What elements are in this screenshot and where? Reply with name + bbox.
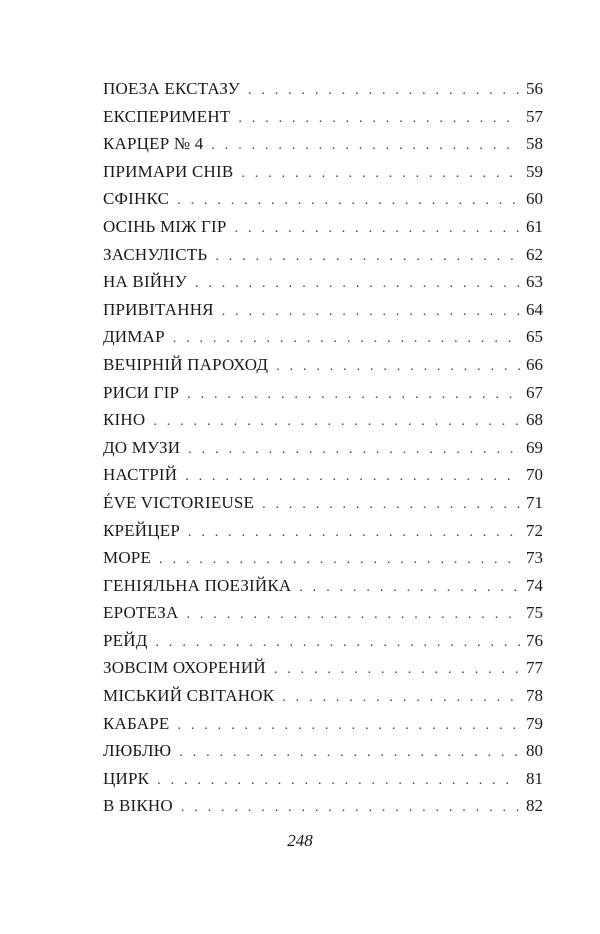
toc-entry-page: 65 (526, 327, 543, 347)
toc-entry-title: ЗАСНУЛІСТЬ (103, 244, 208, 264)
toc-entry (103, 241, 543, 269)
dot-leader (177, 712, 520, 740)
table-of-contents (103, 75, 543, 820)
toc-entry (103, 599, 543, 627)
toc-entry-page: 60 (526, 189, 543, 209)
dot-leader (181, 794, 520, 822)
dot-leader (156, 629, 520, 657)
dot-leader (211, 132, 520, 160)
dot-leader (188, 519, 520, 547)
dot-leader (235, 215, 520, 243)
toc-entry-page: 58 (526, 134, 543, 154)
toc-entry-page: 68 (526, 410, 543, 430)
toc-entry-title: КАРЦЕР № 4 (103, 134, 204, 154)
toc-entry-title: СФІНКС (103, 189, 170, 209)
toc-entry (103, 765, 543, 793)
toc-entry-title: В ВІКНО (103, 796, 173, 816)
toc-entry-page: 56 (526, 79, 543, 98)
toc-entry (103, 75, 543, 103)
toc-entry-title: РЕЙД (103, 630, 148, 650)
toc-entry-page: 62 (526, 244, 543, 264)
dot-leader (187, 381, 520, 409)
toc-entry (103, 461, 543, 489)
toc-entry (103, 737, 543, 765)
toc-entry-page: 66 (526, 354, 543, 374)
toc-entry-page: 70 (526, 465, 543, 485)
dot-leader (195, 270, 520, 298)
dot-leader (159, 546, 520, 574)
dot-leader (187, 601, 521, 629)
toc-entry-title: ПОЕЗА ЕКСТАЗУ (103, 79, 240, 98)
toc-entry-page: 64 (526, 299, 543, 319)
toc-entry (103, 654, 543, 682)
toc-entry-title: ЕРОТЕЗА (103, 603, 179, 623)
toc-entry-page: 75 (526, 603, 543, 623)
toc-entry-page: 63 (526, 272, 543, 292)
toc-entry (103, 627, 543, 655)
page-number: 248 (287, 831, 313, 850)
toc-entry (103, 296, 543, 324)
toc-entry-page: 77 (526, 658, 543, 678)
dot-leader (215, 243, 520, 271)
toc-entry-title: ДО МУЗИ (103, 437, 181, 457)
dot-leader (185, 463, 520, 491)
toc-entry (103, 544, 543, 572)
dot-leader (188, 436, 520, 464)
toc-entry-page: 78 (526, 686, 543, 706)
toc-entry-page: 81 (526, 768, 543, 788)
toc-entry-page: 80 (526, 741, 543, 761)
dot-leader (179, 739, 520, 767)
toc-entry (103, 682, 543, 710)
dot-leader (153, 408, 520, 436)
toc-entry-page: 82 (526, 796, 543, 816)
toc-entry-title: ГЕНІЯЛЬНА ПОЕЗІЙКА (103, 575, 292, 595)
toc-entry-title: ЕКСПЕРИМЕНТ (103, 106, 231, 126)
toc-entry (103, 268, 543, 296)
dot-leader (157, 767, 520, 795)
toc-entry-page: 69 (526, 437, 543, 457)
toc-entry (103, 351, 543, 379)
toc-entry (103, 379, 543, 407)
toc-entry-title: МІСЬКИЙ СВІТАНОК (103, 686, 275, 706)
toc-entry-title: ПРИВІТАННЯ (103, 299, 214, 319)
toc-entry-title: ЗОВСІМ ОХОРЕНИЙ (103, 658, 266, 678)
toc-entry-page: 59 (526, 161, 543, 181)
toc-entry (103, 406, 543, 434)
toc-entry-page: 73 (526, 548, 543, 568)
toc-entry-title: КРЕЙЦЕР (103, 520, 180, 540)
toc-entry-title: НАСТРІЙ (103, 465, 178, 485)
dot-leader (262, 491, 520, 519)
dot-leader (173, 325, 520, 353)
toc-entry-page: 57 (526, 106, 543, 126)
toc-entry-page: 71 (526, 492, 543, 512)
toc-entry-page: 76 (526, 630, 543, 650)
toc-entry-page: 67 (526, 382, 543, 402)
toc-entry-page: 74 (526, 575, 543, 595)
toc-entry-title: ÉVE VICTORIEUSE (103, 492, 255, 512)
toc-entry-title: ВЕЧІРНІЙ ПАРОХОД (103, 354, 269, 374)
toc-entry-title: ЛЮБЛЮ (103, 741, 172, 761)
toc-entry (103, 213, 543, 241)
toc-entry (103, 572, 543, 600)
toc-entry-page: 79 (526, 713, 543, 733)
dot-leader (222, 298, 520, 326)
dot-leader (238, 105, 520, 133)
toc-entry-title: ОСІНЬ МІЖ ГІР (103, 216, 227, 236)
toc-entry (103, 130, 543, 158)
toc-entry (103, 434, 543, 462)
toc-entry-title: КАБАРЕ (103, 713, 170, 733)
dot-leader (241, 160, 520, 188)
toc-entry-title: НА ВІЙНУ (103, 272, 187, 292)
toc-entry (103, 710, 543, 738)
toc-entry-title: ЦИРК (103, 768, 150, 788)
dot-leader (276, 353, 520, 381)
toc-entry (103, 185, 543, 213)
dot-leader (274, 656, 520, 684)
toc-entry-title: ДИМАР (103, 327, 165, 347)
toc-entry (103, 103, 543, 131)
dot-leader (282, 684, 520, 712)
toc-entry-title: РИСИ ГІР (103, 382, 180, 402)
toc-entry (103, 517, 543, 545)
toc-entry-page: 72 (526, 520, 543, 540)
toc-entry (103, 158, 543, 186)
toc-entry-title: КІНО (103, 410, 146, 430)
dot-leader (177, 187, 520, 215)
toc-entry-title: МОРЕ (103, 548, 152, 568)
dot-leader (248, 77, 520, 105)
toc-entry-title: ПРИМАРИ СНІВ (103, 161, 234, 181)
toc-entry (103, 323, 543, 351)
toc-entry-page: 61 (526, 216, 543, 236)
toc-entry (103, 792, 543, 820)
toc-entry (103, 489, 543, 517)
dot-leader (299, 574, 520, 602)
